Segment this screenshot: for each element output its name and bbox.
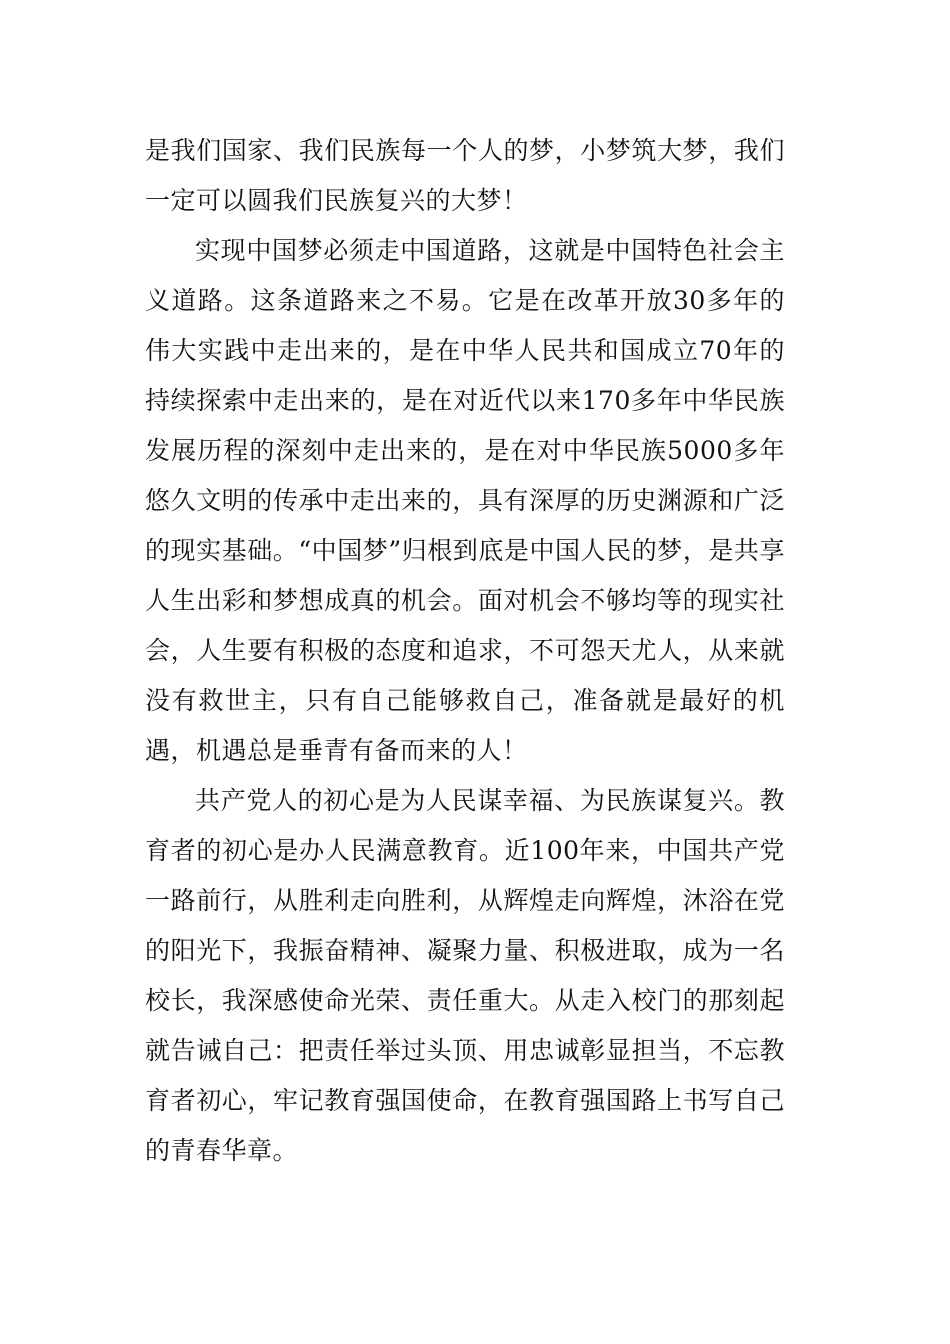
paragraph-continued: 是我们国家、我们民族每一个人的梦，小梦筑大梦，我们一定可以圆我们民族复兴的大梦！ xyxy=(145,136,785,215)
paragraph-original-aspiration: 共产党人的初心是为人民谋幸福、为民族谋复兴。教育者的初心是办人民满意教育。近100年来，中国共产党一路前行，从胜利走向胜利，从辉煌走向辉煌，沐浴在党的阳光下，我振奋精神、凝聚力量、积极进取，成为一名校长，我深感使命光荣、责任重大。从走入校门的那刻起就告诫自己：把责任举过头顶、用忠诚彰显担当，不忘教育者初心，牢记教育强国使命，在教育强国路上书写自己的青春华章。 xyxy=(145,786,785,1165)
document-body xyxy=(145,126,785,1176)
paragraph-china-road: 实现中国梦必须走中国道路，这就是中国特色社会主义道路。这条道路来之不易。它是在改革开放30多年的伟大实践中走出来的，是在中华人民共和国成立70年的持续探索中走出来的，是在对近代以来170多年中华民族发展历程的深刻中走出来的，是在对中华民族5000多年悠久文明的传承中走出来的，具有深厚的历史渊源和广泛的现实基础。“中国梦”归根到底是中国人民的梦，是共享人生出彩和梦想成真的机会。面对机会不够均等的现实社会，人生要有积极的态度和追求，不可怨天尤人，从来就没有救世主，只有自己能够救自己，准备就是最好的机遇，机遇总是垂青有备而来的人！ xyxy=(145,236,785,765)
